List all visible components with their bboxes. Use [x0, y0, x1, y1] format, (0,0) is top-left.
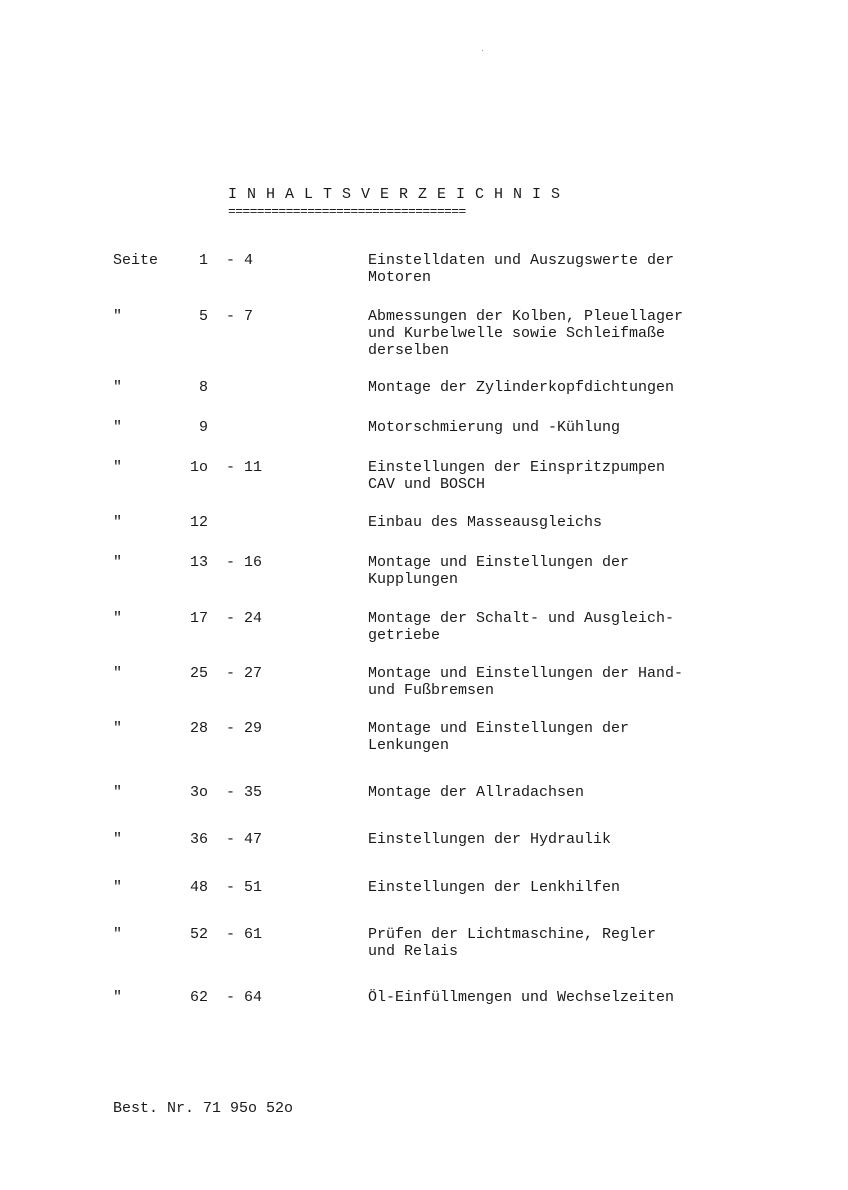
toc-entry-label: " — [113, 419, 123, 436]
toc-entry-page-to: 11 — [244, 459, 263, 476]
toc-entry-description: Einstelldaten und Auszugswerte der Motoren — [368, 252, 675, 286]
toc-entry-dash: - — [226, 610, 236, 627]
toc-entry-label: " — [113, 459, 123, 476]
toc-entry-page-to: 27 — [244, 665, 263, 682]
toc-entry-dash: - — [226, 554, 236, 571]
toc-entry-page-from: 12 — [189, 514, 208, 531]
toc-entry-description: Öl-Einfüllmengen und Wechselzeiten — [368, 989, 675, 1006]
order-number: Best. Nr. 71 95o 52o — [113, 1100, 294, 1117]
toc-entry-page-to: 61 — [244, 926, 263, 943]
toc-entry — [0, 459, 848, 519]
toc-entry-page-from: 36 — [189, 831, 208, 848]
toc-entry-label: " — [113, 665, 123, 682]
toc-entry-description: Montage der Schalt- und Ausgleich- getriebe — [368, 610, 675, 644]
toc-entry-description: Motorschmierung und -Kühlung — [368, 419, 621, 436]
toc-entry-label: " — [113, 720, 123, 737]
toc-entry-page-from: 17 — [189, 610, 208, 627]
toc-entry-description: Abmessungen der Kolben, Pleuellager und Kurbelwelle sowie Schleifmaße derselben — [368, 308, 684, 359]
toc-entry-label: " — [113, 308, 123, 325]
toc-entry-page-from: 9 — [198, 419, 208, 436]
toc-entry — [0, 720, 848, 780]
toc-entry-label: " — [113, 554, 123, 571]
toc-entry-dash: - — [226, 665, 236, 682]
toc-entry-page-from: 48 — [189, 879, 208, 896]
toc-entry-page-to: 35 — [244, 784, 263, 801]
toc-entry-page-to: 51 — [244, 879, 263, 896]
toc-entry-description: Einbau des Masseausgleichs — [368, 514, 603, 531]
toc-entry-dash: - — [226, 879, 236, 896]
toc-entry-description: Montage und Einstellungen der Lenkungen — [368, 720, 630, 754]
toc-entry-page-to: 29 — [244, 720, 263, 737]
toc-entry-dash: - — [226, 784, 236, 801]
toc-entry — [0, 665, 848, 725]
toc-entry-page-from: 13 — [189, 554, 208, 571]
toc-entry-description: Montage der Zylinderkopfdichtungen — [368, 379, 675, 396]
toc-entry-description: Montage und Einstellungen der Kupplungen — [368, 554, 630, 588]
toc-entry-label: " — [113, 784, 123, 801]
toc-entry-dash: - — [226, 308, 236, 325]
toc-entry-page-from: 1 — [198, 252, 208, 269]
toc-entry-page-to: 64 — [244, 989, 263, 1006]
page-title: I N H A L T S V E R Z E I C H N I S — [228, 186, 561, 203]
toc-entry-dash: - — [226, 831, 236, 848]
toc-entry-page-from: 3o — [189, 784, 208, 801]
toc-entry-page-to: 4 — [244, 252, 254, 269]
scan-speck — [482, 50, 483, 51]
toc-entry-description: Einstellungen der Lenkhilfen — [368, 879, 621, 896]
toc-entry-label: " — [113, 879, 123, 896]
toc-entry-dash: - — [226, 926, 236, 943]
toc-entry — [0, 926, 848, 986]
toc-entry-dash: - — [226, 459, 236, 476]
toc-entry-label: " — [113, 831, 123, 848]
toc-entry-description: Montage und Einstellungen der Hand- und Fußbremsen — [368, 665, 684, 699]
toc-entry-label: " — [113, 989, 123, 1006]
toc-entry-page-from: 8 — [198, 379, 208, 396]
toc-entry — [0, 989, 848, 1049]
toc-entry-dash: - — [226, 720, 236, 737]
toc-entry-dash: - — [226, 252, 236, 269]
toc-entry-page-from: 52 — [189, 926, 208, 943]
toc-entry-label: " — [113, 514, 123, 531]
toc-entry-page-from: 1o — [189, 459, 208, 476]
title-underline: ================================= — [228, 204, 466, 219]
toc-entry — [0, 610, 848, 670]
toc-entry-page-from: 28 — [189, 720, 208, 737]
toc-entry-description: Montage der Allradachsen — [368, 784, 585, 801]
toc-entry — [0, 308, 848, 368]
toc-entry-page-to: 16 — [244, 554, 263, 571]
toc-entry-page-to: 24 — [244, 610, 263, 627]
toc-entry-label: " — [113, 610, 123, 627]
toc-entry-page-to: 7 — [244, 308, 254, 325]
toc-entry-description: Einstellungen der Einspritzpumpen CAV und BOSCH — [368, 459, 666, 493]
toc-entry-dash: - — [226, 989, 236, 1006]
toc-entry — [0, 252, 848, 312]
toc-entry-label: Seite — [113, 252, 159, 269]
toc-entry-description: Einstellungen der Hydraulik — [368, 831, 612, 848]
toc-entry-page-from: 25 — [189, 665, 208, 682]
toc-entry-label: " — [113, 926, 123, 943]
toc-entry-description: Prüfen der Lichtmaschine, Regler und Relais — [368, 926, 657, 960]
toc-entry — [0, 554, 848, 614]
toc-entry-label: " — [113, 379, 123, 396]
toc-entry-page-to: 47 — [244, 831, 263, 848]
toc-entry-page-from: 62 — [189, 989, 208, 1006]
toc-entry-page-from: 5 — [198, 308, 208, 325]
